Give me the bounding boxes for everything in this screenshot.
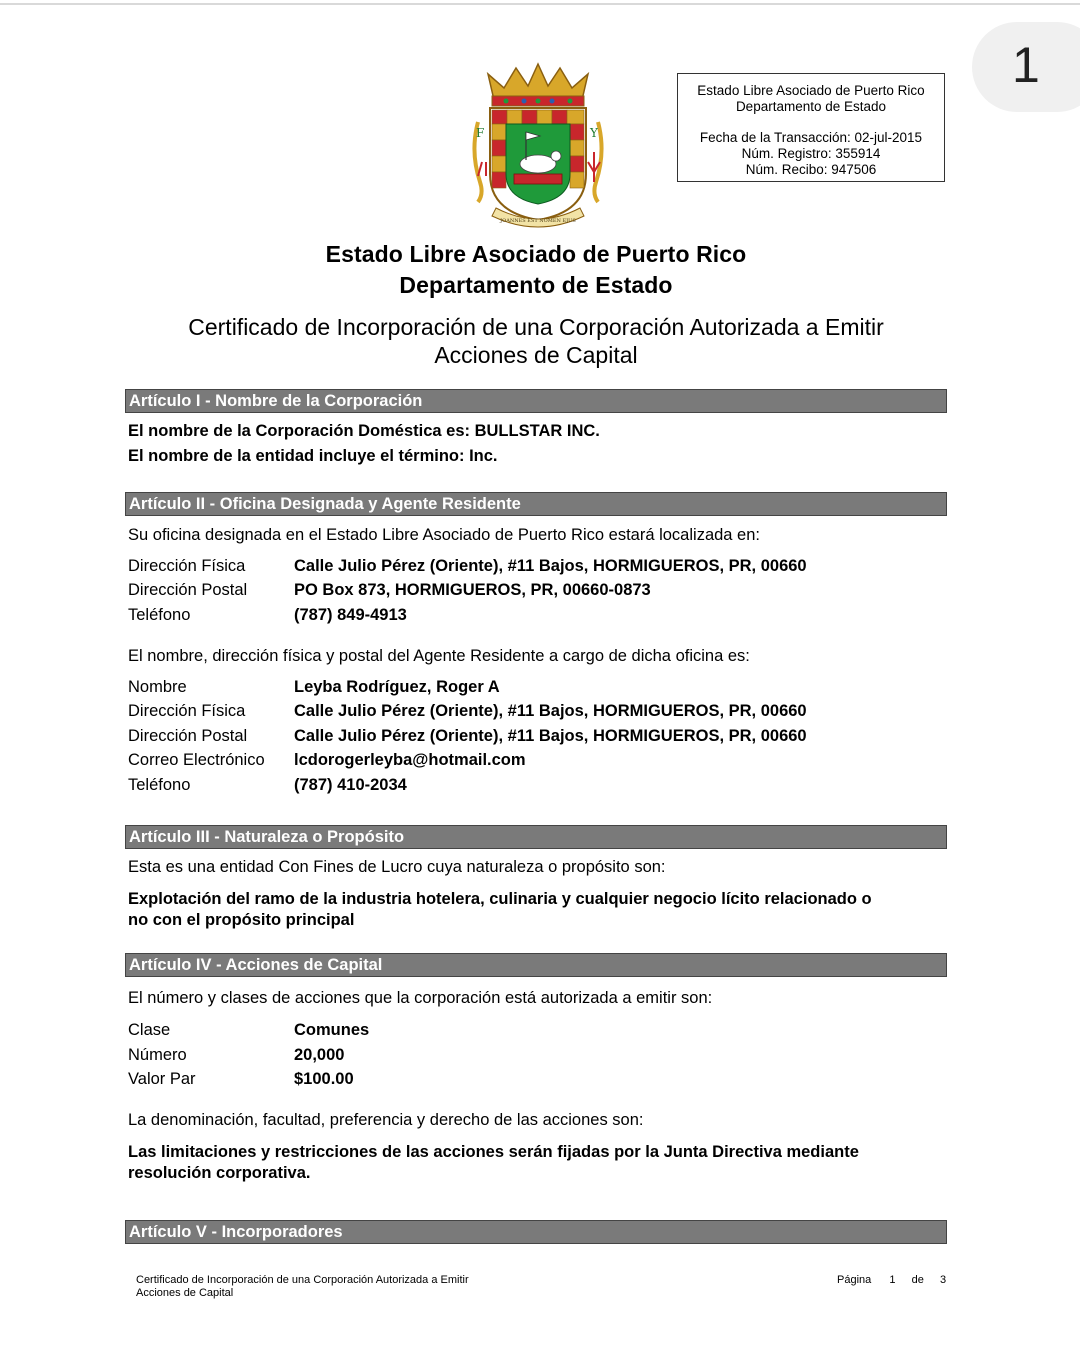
section-heading-art2: Artículo II - Oficina Designada y Agente Residente: [125, 492, 947, 516]
coat-of-arms-icon: [466, 62, 610, 232]
purpose-text: [128, 889, 928, 931]
office-label: Dirección Postal: [128, 581, 248, 599]
rights-intro: La denominación, facultad, preferencia y derecho de las acciones son:: [128, 1111, 644, 1129]
footer-page-label: Página: [837, 1274, 872, 1286]
agent-label: Dirección Física: [128, 702, 246, 720]
agent-value: (787) 410-2034: [294, 776, 407, 794]
purpose-intro: Esta es una entidad Con Fines de Lucro cuya naturaleza o propósito son:: [128, 858, 666, 876]
document-subtitle: [126, 313, 946, 369]
shares-value: $100.00: [294, 1070, 354, 1088]
office-value: PO Box 873, HORMIGUEROS, PR, 00660-0873: [294, 581, 651, 599]
infobox-line2: Departamento de Estado: [735, 99, 887, 114]
section-heading-art5: Artículo V - Incorporadores: [125, 1220, 947, 1244]
section-heading-art1: Artículo I - Nombre de la Corporación: [125, 389, 947, 413]
office-value: (787) 849-4913: [294, 606, 407, 624]
subtitle-line1: Certificado de Incorporación de una Corporación Autorizada a Emitir: [188, 314, 884, 340]
purpose-line1: Explotación del ramo de la industria hotelera, culinaria y cualquier negocio lícito relacionado o: [128, 890, 872, 908]
transaction-info-box: [677, 73, 945, 182]
rights-line2: resolución corporativa.: [128, 1164, 311, 1182]
footer-de: de: [911, 1274, 924, 1286]
seal-motto: JOANNES EST NOMEN EJUS: [500, 218, 576, 224]
receipt-number: Núm. Recibo: 947506: [745, 162, 877, 177]
office-value: Calle Julio Pérez (Oriente), #11 Bajos, HORMIGUEROS, PR, 00660: [294, 557, 807, 575]
agent-value: Calle Julio Pérez (Oriente), #11 Bajos, HORMIGUEROS, PR, 00660: [294, 702, 807, 720]
infobox-line1: Estado Libre Asociado de Puerto Rico: [697, 83, 925, 98]
agent-label: Correo Electrónico: [128, 751, 265, 769]
agent-label: Teléfono: [128, 776, 191, 794]
footer-title: [136, 1274, 469, 1300]
svg-text:Y: Y: [590, 126, 598, 140]
shares-label: Clase: [128, 1021, 171, 1039]
shares-intro: El número y clases de acciones que la corporación está autorizada a emitir son:: [128, 989, 713, 1007]
top-divider: [0, 3, 1080, 5]
shares-label: Valor Par: [128, 1070, 196, 1088]
shares-value: 20,000: [294, 1046, 345, 1064]
agent-value: Leyba Rodríguez, Roger A: [294, 678, 500, 696]
page-number-badge: [972, 22, 1080, 112]
shares-label: Número: [128, 1046, 187, 1064]
footer-line1: Certificado de Incorporación de una Corporación Autorizada a Emitir: [136, 1274, 469, 1286]
svg-text:F: F: [476, 126, 485, 140]
purpose-line2: no con el propósito principal: [128, 911, 355, 929]
agent-value: Calle Julio Pérez (Oriente), #11 Bajos, HORMIGUEROS, PR, 00660: [294, 727, 807, 745]
subtitle-line2: Acciones de Capital: [434, 342, 638, 368]
agent-email: lcdorogerleyba@hotmail.com: [294, 751, 526, 769]
rights-text: [128, 1142, 928, 1184]
crown-icon: [488, 64, 588, 106]
document-department: Departamento de Estado: [399, 272, 673, 298]
office-label: Teléfono: [128, 606, 191, 624]
shares-value: Comunes: [294, 1021, 370, 1039]
agent-label: Nombre: [128, 678, 187, 696]
footer-page-total: 3: [940, 1274, 947, 1286]
transaction-date: Fecha de la Transacción: 02-jul-2015: [699, 130, 923, 145]
corporation-name-line: El nombre de la Corporación Doméstica es: BULLSTAR INC.: [128, 422, 600, 440]
document-title: Estado Libre Asociado de Puerto Rico: [325, 241, 747, 267]
registry-number: Núm. Registro: 355914: [741, 146, 881, 161]
footer-page-indicator: [837, 1274, 946, 1287]
rights-line1: Las limitaciones y restricciones de las acciones serán fijadas por la Junta Directiva mediante: [128, 1143, 859, 1161]
page-number-badge-text: 1: [1012, 37, 1040, 93]
entity-term-line: El nombre de la entidad incluye el término: Inc.: [128, 447, 498, 465]
footer-page-num: 1: [889, 1274, 896, 1286]
office-label: Dirección Física: [128, 557, 246, 575]
section-heading-art4: Artículo IV - Acciones de Capital: [125, 953, 947, 977]
footer-line2: Acciones de Capital: [136, 1287, 234, 1299]
agent-label: Dirección Postal: [128, 727, 248, 745]
office-intro: Su oficina designada en el Estado Libre Asociado de Puerto Rico estará localizada en:: [128, 526, 760, 544]
section-heading-art3: Artículo III - Naturaleza o Propósito: [125, 825, 947, 849]
agent-intro: El nombre, dirección física y postal del Agente Residente a cargo de dicha oficina es:: [128, 647, 750, 665]
